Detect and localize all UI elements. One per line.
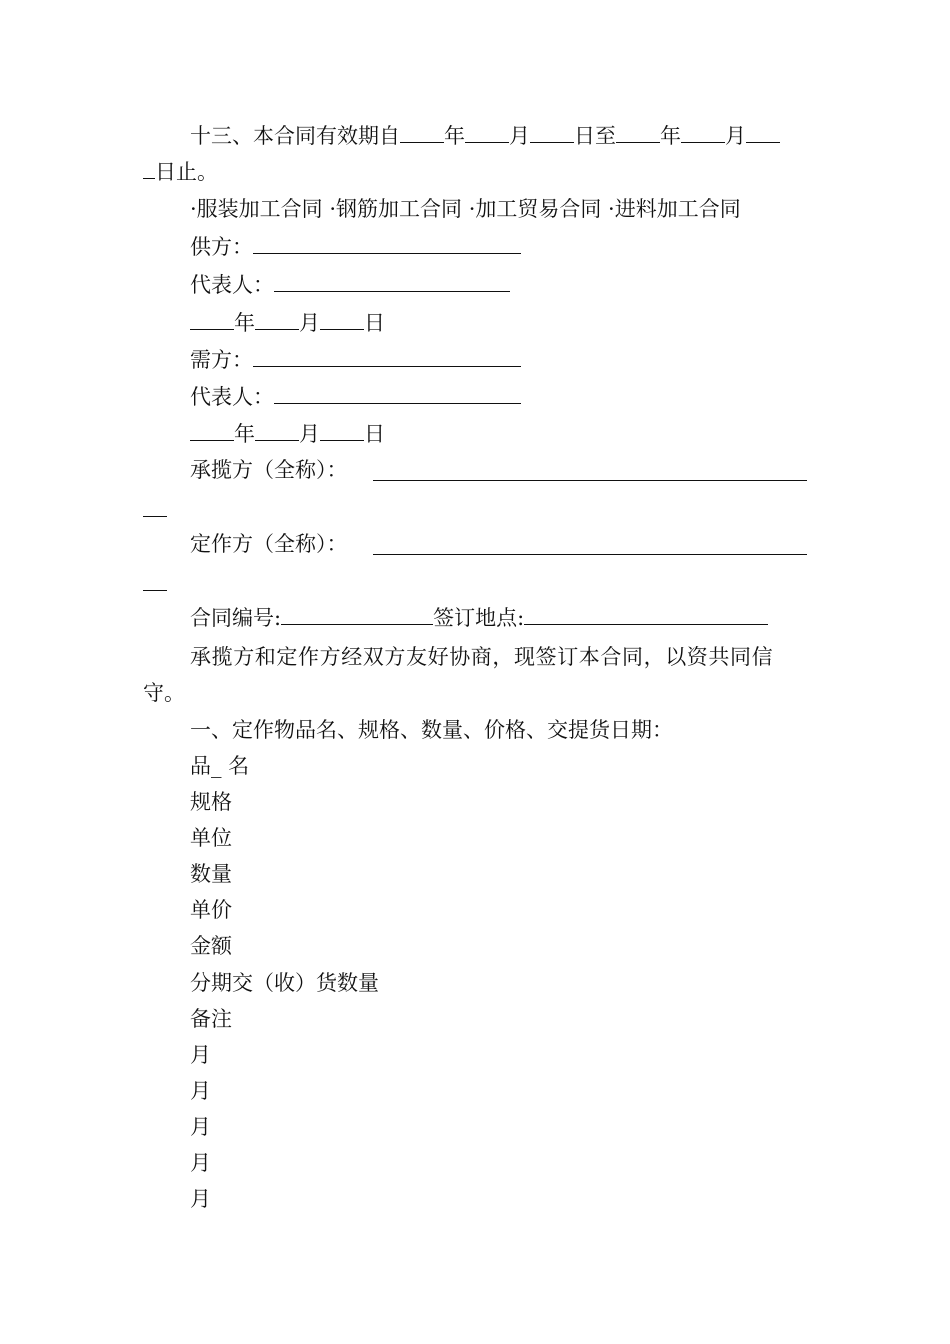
blank-year-end[interactable] xyxy=(616,120,660,143)
month-label: 月 xyxy=(190,1043,211,1067)
supplier-field[interactable] xyxy=(253,231,521,254)
supplier-rep-field[interactable] xyxy=(274,269,510,292)
intro-line-1: 承揽方和定作方经双方友好协商，现签订本合同，以资共同信 xyxy=(190,645,774,669)
buyer-label: 需方： xyxy=(190,348,253,372)
clause-13-lead: 十三、本合同有效期自 xyxy=(190,124,400,148)
contractor-field-cont[interactable] xyxy=(143,516,167,517)
buyer-rep-label: 代表人： xyxy=(190,385,274,409)
related-contract-links[interactable]: ·服装加工合同 ·钢筋加工合同 ·加工贸易合同 ·进料加工合同 xyxy=(190,197,741,221)
sign-place-label: 签订地点: xyxy=(433,606,525,630)
field-installment-qty: 分期交（收）货数量 xyxy=(190,971,379,995)
buyer-year-field[interactable] xyxy=(190,418,234,441)
blank-day[interactable] xyxy=(530,120,574,143)
orderer-field[interactable] xyxy=(373,554,807,555)
buyer-month-field[interactable] xyxy=(255,418,299,441)
month-label: 月 xyxy=(299,311,320,335)
orderer-line xyxy=(190,529,348,559)
month-label: 月 xyxy=(190,1079,211,1103)
field-unit-price: 单价 xyxy=(190,898,232,922)
contractor-line xyxy=(190,455,348,485)
day-label: 日 xyxy=(364,422,385,446)
contract-no-field[interactable] xyxy=(281,602,433,625)
field-quantity: 数量 xyxy=(190,862,232,886)
blank-month-end[interactable] xyxy=(681,120,725,143)
supplier-year-field[interactable] xyxy=(190,307,234,330)
contractor-label: 承揽方（全称）： xyxy=(190,458,348,482)
month-label: 月 xyxy=(190,1151,211,1175)
supplier-date-line xyxy=(190,307,385,337)
buyer-field[interactable] xyxy=(253,344,521,367)
section-1-title: 一、定作物品名、规格、数量、价格、交提货日期： xyxy=(190,718,673,742)
year-end-label: 年 xyxy=(660,124,681,148)
contractor-field[interactable] xyxy=(373,480,807,481)
month-label: 月 xyxy=(190,1115,211,1139)
supplier-rep-line xyxy=(190,269,510,299)
month-label: 月 xyxy=(299,422,320,446)
sign-place-field[interactable] xyxy=(524,602,768,625)
supplier-line xyxy=(190,231,521,261)
month-end-label: 月 xyxy=(725,124,746,148)
contract-no-line xyxy=(190,602,768,632)
orderer-field-cont[interactable] xyxy=(143,590,167,591)
orderer-label: 定作方（全称）： xyxy=(190,532,348,556)
field-amount: 金额 xyxy=(190,934,232,958)
clause-13-cont xyxy=(143,156,218,186)
field-product-name: 品_ 名 xyxy=(190,754,250,778)
month-label: 月 xyxy=(190,1187,211,1211)
year-label: 年 xyxy=(234,311,255,335)
supplier-rep-label: 代表人： xyxy=(190,273,274,297)
blank-day-end[interactable] xyxy=(746,120,780,143)
year-label: 年 xyxy=(234,422,255,446)
supplier-day-field[interactable] xyxy=(320,307,364,330)
contract-no-label: 合同编号: xyxy=(190,606,282,630)
year-label: 年 xyxy=(444,124,465,148)
buyer-day-field[interactable] xyxy=(320,418,364,441)
buyer-rep-line xyxy=(190,381,521,411)
intro-line-2: 守。 xyxy=(143,681,185,705)
supplier-label: 供方： xyxy=(190,235,253,259)
blank-month[interactable] xyxy=(465,120,509,143)
buyer-rep-field[interactable] xyxy=(274,381,521,404)
blank-year[interactable] xyxy=(400,120,444,143)
buyer-date-line xyxy=(190,418,385,448)
clause-13-tail: 日止。 xyxy=(155,160,218,184)
buyer-line xyxy=(190,344,521,374)
blank-day-end-cont[interactable] xyxy=(143,156,155,179)
supplier-month-field[interactable] xyxy=(255,307,299,330)
clause-13-line xyxy=(190,120,780,150)
month-label: 月 xyxy=(509,124,530,148)
field-unit: 单位 xyxy=(190,826,232,850)
day-to-label: 日至 xyxy=(574,124,616,148)
field-spec: 规格 xyxy=(190,790,232,814)
field-remarks: 备注 xyxy=(190,1007,232,1031)
day-label: 日 xyxy=(364,311,385,335)
